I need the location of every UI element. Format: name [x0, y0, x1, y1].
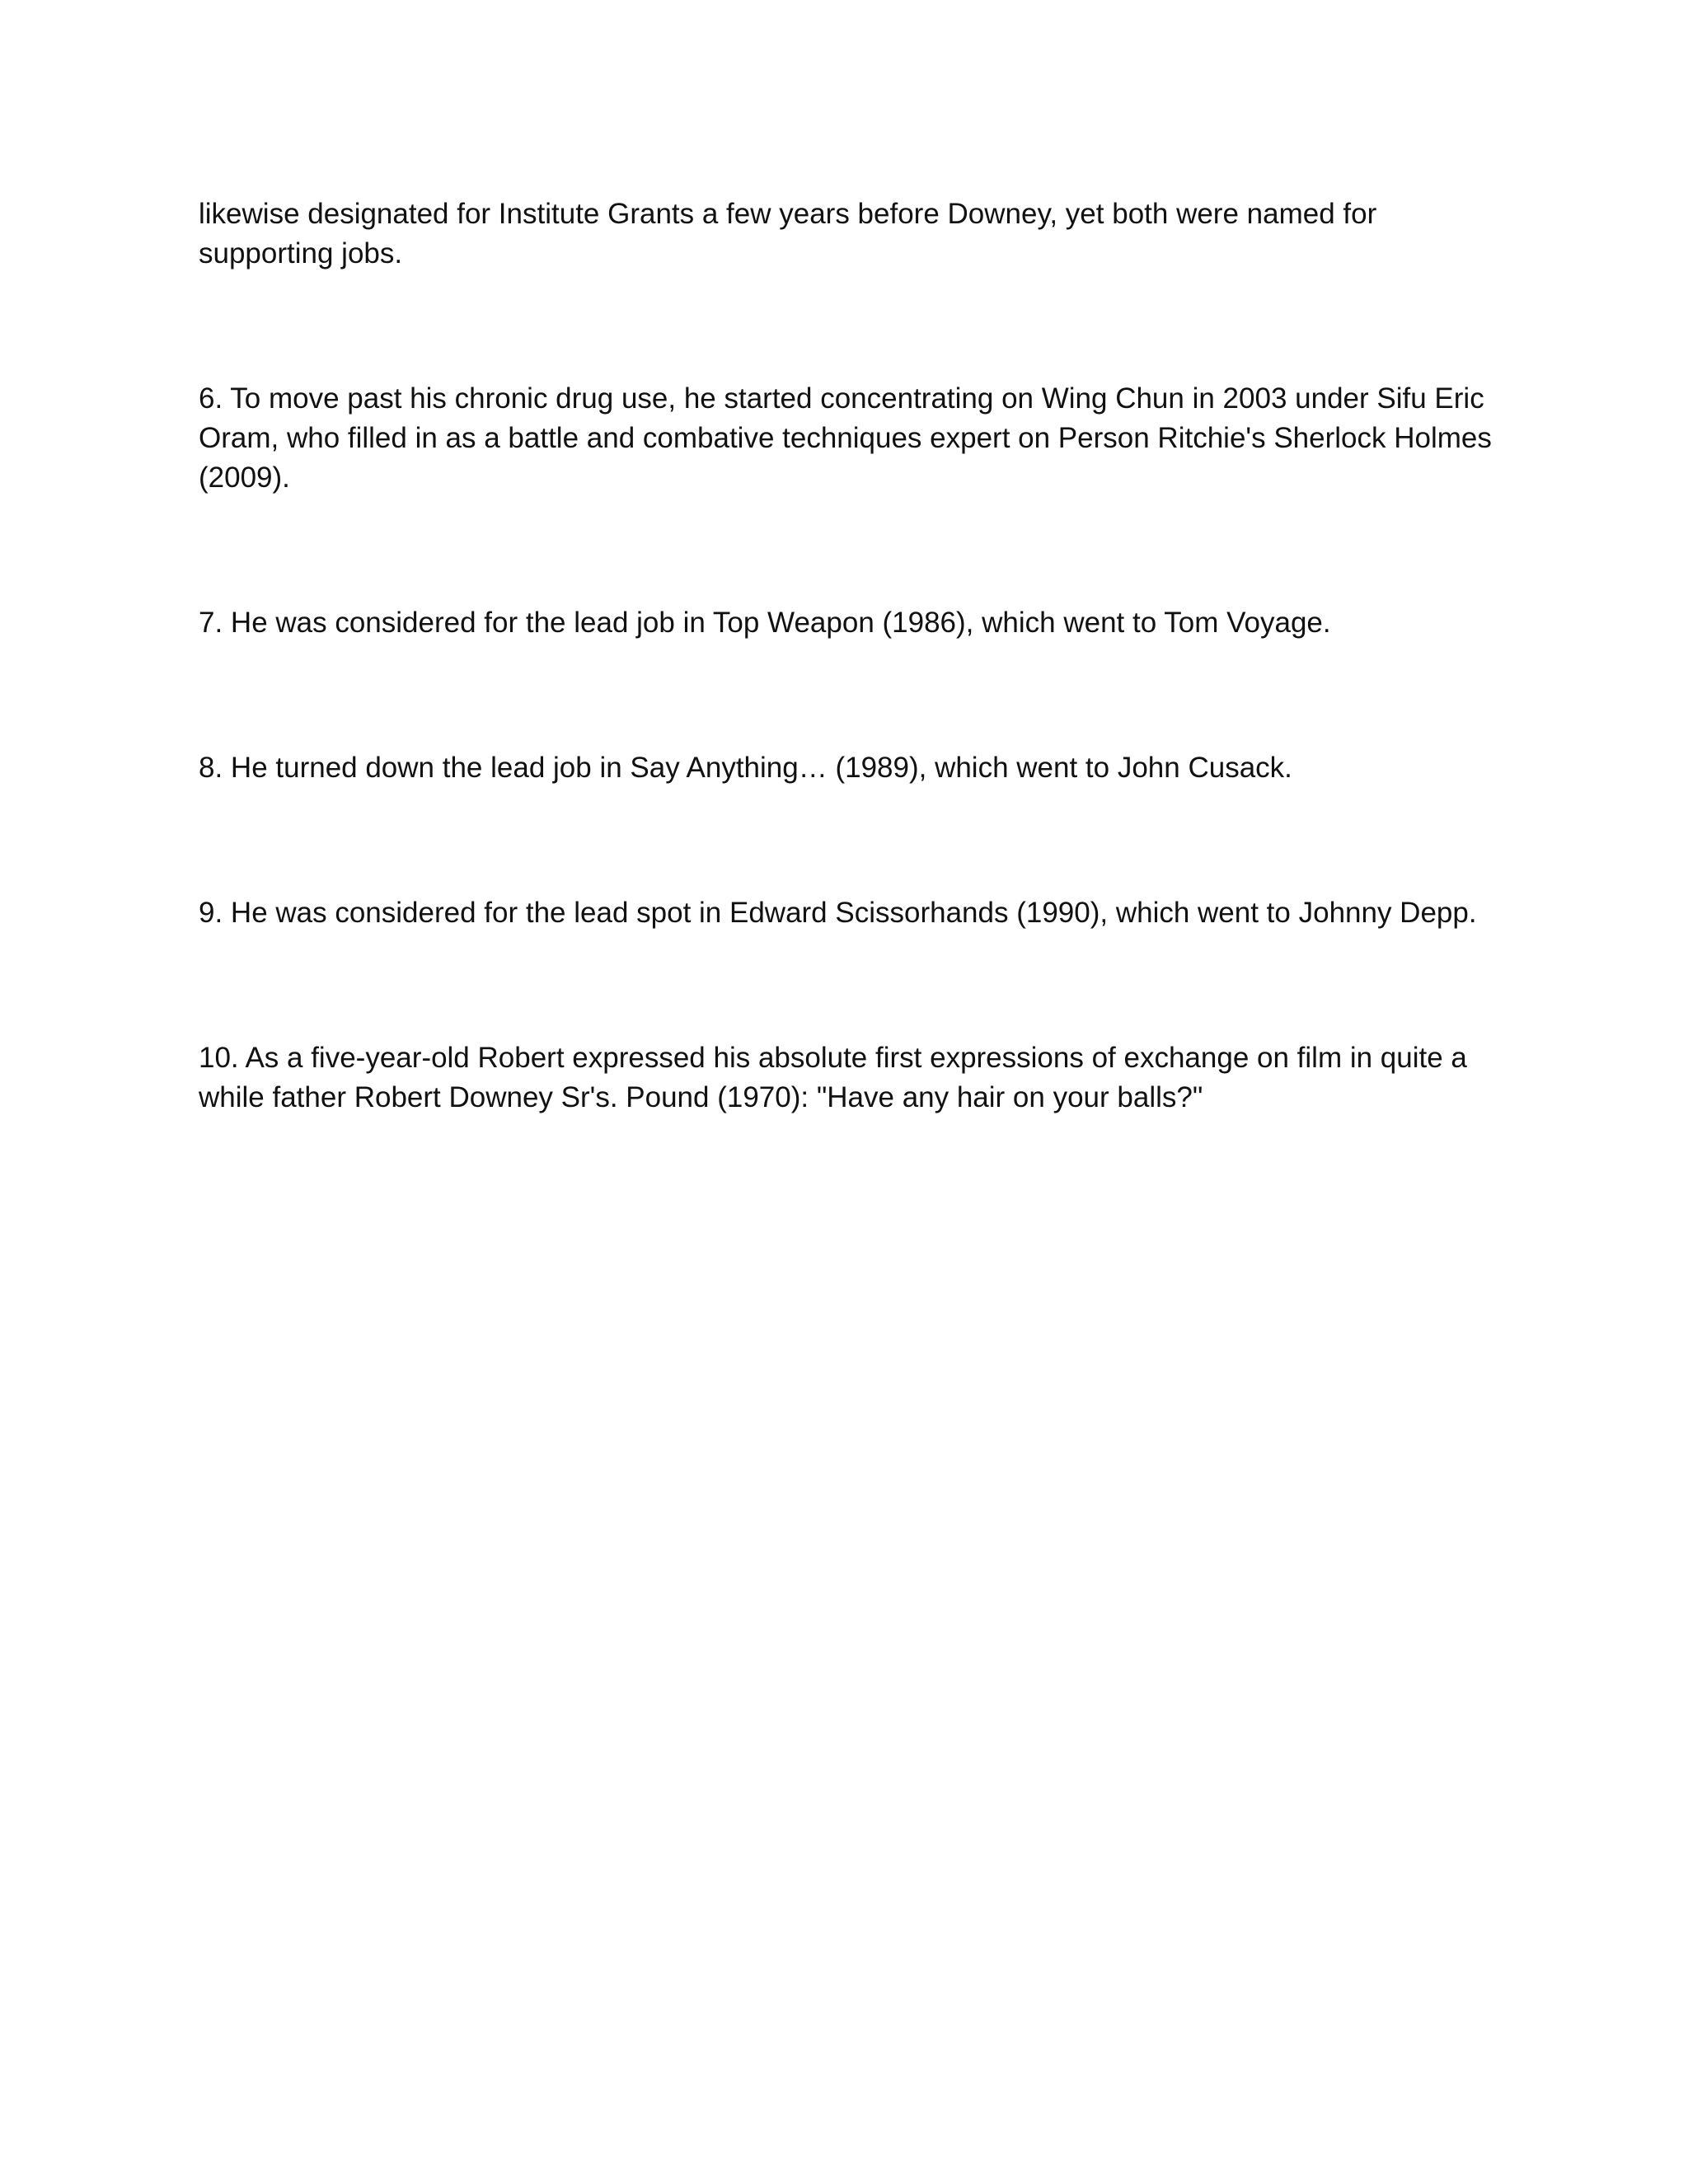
- list-item-7: 7. He was considered for the lead job in Top Weapon (1986), which went to Tom Voyage.: [199, 607, 1331, 639]
- document-body: [199, 194, 1493, 1223]
- list-item-10: 10. As a five-year-old Robert expressed his absolute first expressions of exchange on film in quite a while father Robert Downey Sr's. Pound (1970): "Have any hair on your balls?": [199, 1042, 1467, 1113]
- list-item-9: 9. He was considered for the lead spot in Edward Scissorhands (1990), which went to Johnny Depp.: [199, 897, 1477, 929]
- paragraph-continuation: likewise designated for Institute Grants a few years before Downey, yet both were named for supporting jobs.: [199, 198, 1377, 269]
- list-item-6: 6. To move past his chronic drug use, he started concentrating on Wing Chun in 2003 under Sifu Eric Oram, who filled in as a battle and combative techniques expert on Person Ritchie's Sherlock Holmes (2009).: [199, 382, 1492, 494]
- list-item-8: 8. He turned down the lead job in Say Anything… (1989), which went to John Cusack.: [199, 752, 1292, 784]
